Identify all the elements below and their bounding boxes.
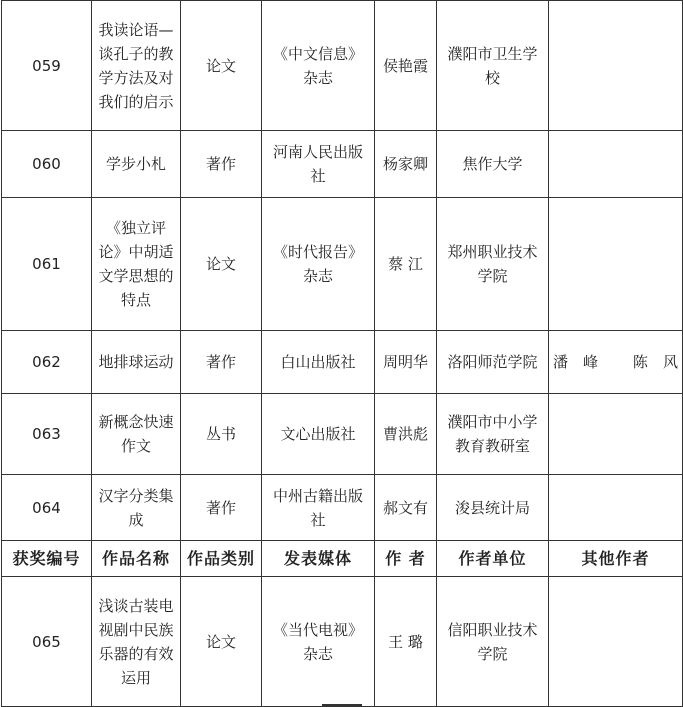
work-category: 著作 bbox=[181, 131, 262, 198]
header-publish-media: 发表媒体 bbox=[262, 541, 375, 577]
work-title: 地排球运动 bbox=[92, 331, 181, 394]
publish-media: 《当代电视》杂志 bbox=[262, 577, 375, 707]
header-work-category: 作品类别 bbox=[181, 541, 262, 577]
work-category: 丛书 bbox=[181, 394, 262, 475]
author: 郝文有 bbox=[375, 475, 437, 541]
work-title: 《独立评论》中胡适文学思想的特点 bbox=[92, 198, 181, 331]
author-unit: 信阳职业技术学院 bbox=[437, 577, 549, 707]
table-row bbox=[2, 577, 683, 707]
header-work-title: 作品名称 bbox=[92, 541, 181, 577]
table-row bbox=[2, 475, 683, 541]
work-title: 我读论语—谈孔子的教学方法及对我们的启示 bbox=[92, 1, 181, 131]
author: 杨家卿 bbox=[375, 131, 437, 198]
author: 蔡 江 bbox=[375, 198, 437, 331]
author-unit: 濮阳市卫生学校 bbox=[437, 1, 549, 131]
work-category: 论文 bbox=[181, 577, 262, 707]
publish-media: 中州古籍出版社 bbox=[262, 475, 375, 541]
author-unit: 濮阳市中小学教育教研室 bbox=[437, 394, 549, 475]
table-row bbox=[2, 131, 683, 198]
page-footer-mark bbox=[322, 704, 362, 706]
other-authors bbox=[549, 131, 683, 198]
award-id: 064 bbox=[2, 475, 92, 541]
work-title: 汉字分类集成 bbox=[92, 475, 181, 541]
author: 周明华 bbox=[375, 331, 437, 394]
work-title: 浅谈古装电视剧中民族乐器的有效运用 bbox=[92, 577, 181, 707]
award-id: 065 bbox=[2, 577, 92, 707]
author: 曹洪彪 bbox=[375, 394, 437, 475]
other-authors: 潘峰 陈风 bbox=[549, 331, 683, 394]
table-header-row bbox=[2, 541, 683, 577]
award-id: 059 bbox=[2, 1, 92, 131]
work-category: 著作 bbox=[181, 331, 262, 394]
author-unit: 洛阳师范学院 bbox=[437, 331, 549, 394]
other-authors bbox=[549, 198, 683, 331]
work-category: 论文 bbox=[181, 198, 262, 331]
award-id: 062 bbox=[2, 331, 92, 394]
author: 侯艳霞 bbox=[375, 1, 437, 131]
work-title: 新概念快速作文 bbox=[92, 394, 181, 475]
publish-media: 河南人民出版社 bbox=[262, 131, 375, 198]
header-author-unit: 作者单位 bbox=[437, 541, 549, 577]
other-authors bbox=[549, 475, 683, 541]
publish-media: 白山出版社 bbox=[262, 331, 375, 394]
award-id: 063 bbox=[2, 394, 92, 475]
author-unit: 焦作大学 bbox=[437, 131, 549, 198]
header-author: 作 者 bbox=[375, 541, 437, 577]
award-id: 061 bbox=[2, 198, 92, 331]
other-authors bbox=[549, 577, 683, 707]
header-other-authors: 其他作者 bbox=[549, 541, 683, 577]
publish-media: 《时代报告》杂志 bbox=[262, 198, 375, 331]
table-row bbox=[2, 394, 683, 475]
work-category: 著作 bbox=[181, 475, 262, 541]
other-authors bbox=[549, 394, 683, 475]
table-row bbox=[2, 331, 683, 394]
publish-media: 文心出版社 bbox=[262, 394, 375, 475]
work-category: 论文 bbox=[181, 1, 262, 131]
publish-media: 《中文信息》杂志 bbox=[262, 1, 375, 131]
work-title: 学步小札 bbox=[92, 131, 181, 198]
other-authors bbox=[549, 1, 683, 131]
author-unit: 浚县统计局 bbox=[437, 475, 549, 541]
award-id: 060 bbox=[2, 131, 92, 198]
header-award-id: 获奖编号 bbox=[2, 541, 92, 577]
author-unit: 郑州职业技术学院 bbox=[437, 198, 549, 331]
table-row bbox=[2, 1, 683, 131]
author: 王 璐 bbox=[375, 577, 437, 707]
table-row bbox=[2, 198, 683, 331]
awards-table bbox=[1, 0, 683, 707]
